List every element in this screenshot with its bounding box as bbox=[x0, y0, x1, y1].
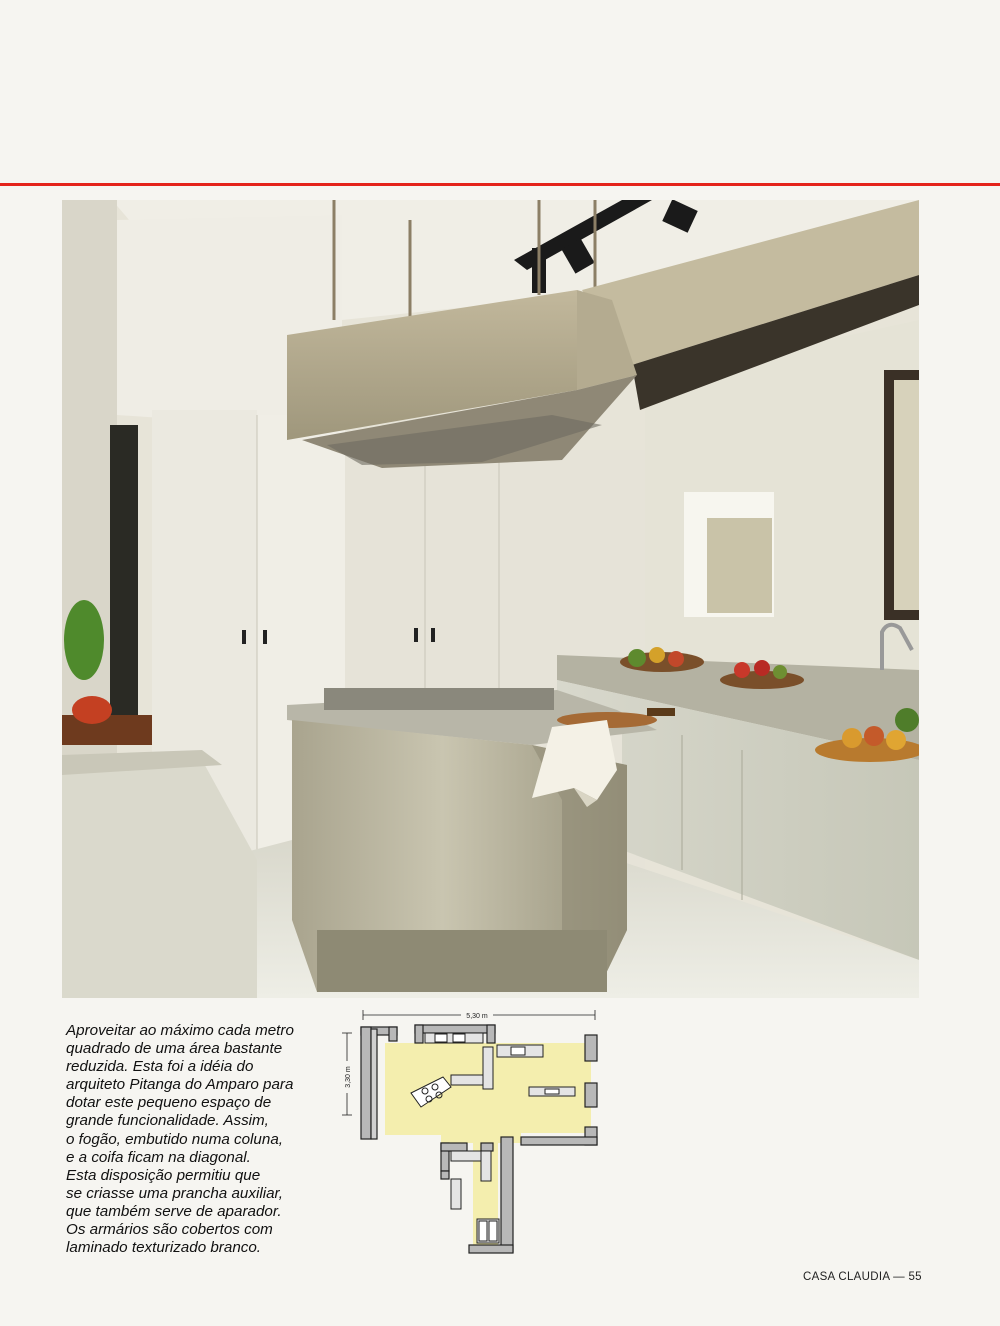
photo-caption bbox=[66, 1022, 328, 1257]
caption-line: Aproveitar ao máximo cada metro bbox=[66, 1022, 294, 1039]
caption-line: quadrado de uma área bastante bbox=[66, 1040, 283, 1058]
caption-line: se criasse uma prancha auxiliar, bbox=[66, 1184, 283, 1202]
caption-line: grande funcionalidade. Assim, bbox=[66, 1112, 269, 1130]
width-dimension-label: 5,30 m bbox=[466, 1013, 488, 1020]
caption-line: arquiteto Pitanga do Amparo para bbox=[66, 1076, 294, 1094]
page-folio: CASA CLAUDIA — 55 bbox=[803, 1271, 922, 1283]
caption-line: laminado texturizado branco. bbox=[66, 1239, 262, 1257]
caption-line: Os armários são cobertos com bbox=[66, 1221, 273, 1239]
depth-dimension-label: 3,30 m bbox=[345, 1066, 352, 1088]
caption-line: dotar este pequeno espaço de bbox=[66, 1094, 272, 1112]
caption-line: que também serve de aparador. bbox=[66, 1202, 282, 1220]
kitchen-floor-plan bbox=[333, 1005, 613, 1263]
caption-line: Esta disposição permitiu que bbox=[66, 1166, 261, 1184]
caption-line: reduzida. Esta foi a idéia do bbox=[66, 1058, 254, 1076]
kitchen-photo bbox=[62, 200, 919, 998]
red-divider-rule bbox=[0, 183, 1000, 186]
caption-line: e a coifa ficam na diagonal. bbox=[66, 1148, 251, 1166]
caption-line: o fogão, embutido numa coluna, bbox=[66, 1130, 283, 1148]
